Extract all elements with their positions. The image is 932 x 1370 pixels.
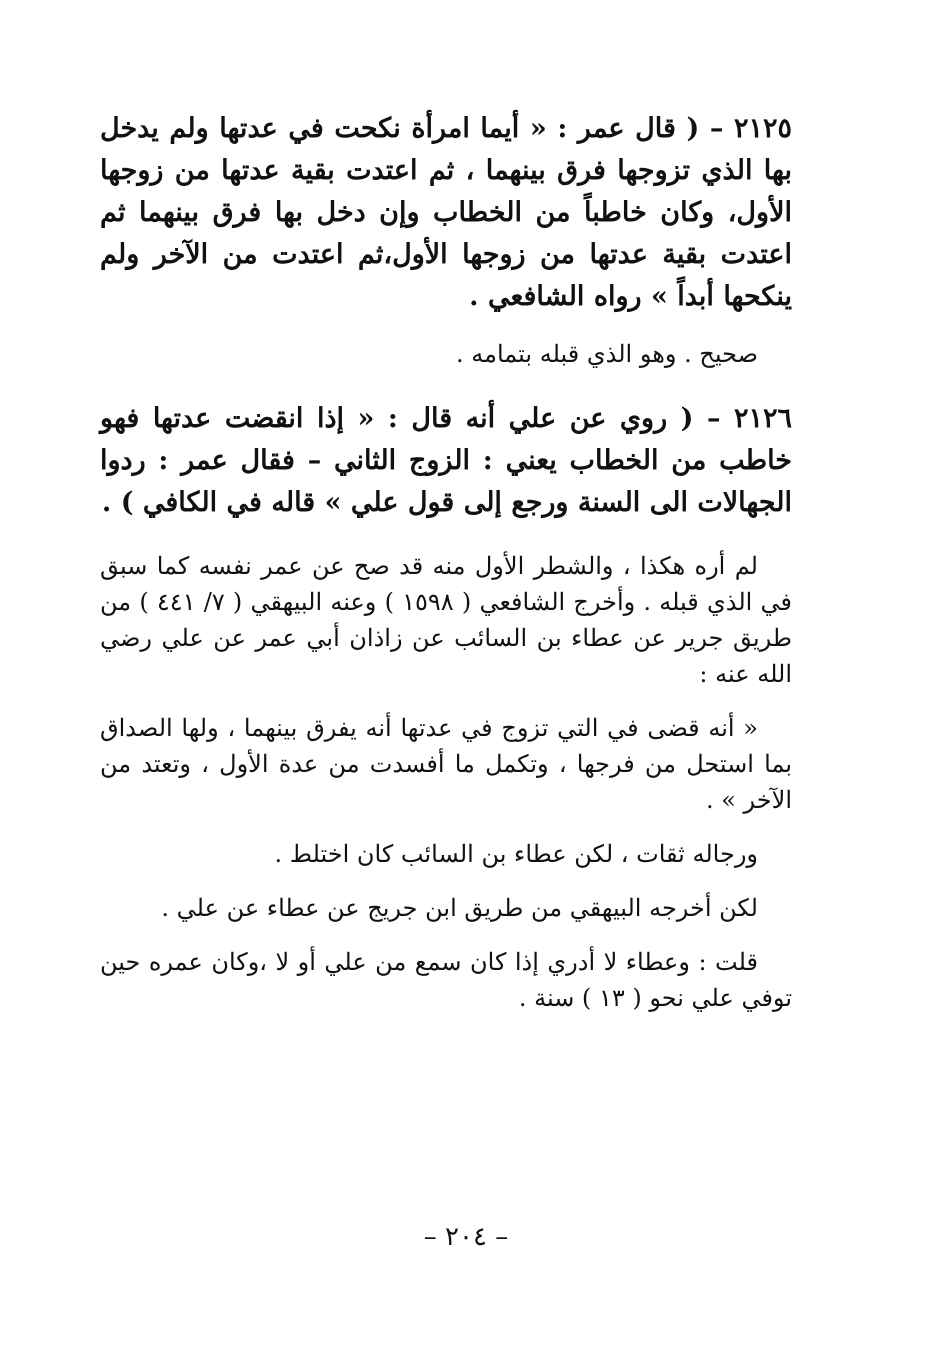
commentary-paragraph: ورجاله ثقات ، لكن عطاء بن السائب كان اختلط . xyxy=(274,840,758,868)
hadith-text xyxy=(100,398,792,524)
commentary-paragraph: لكن أخرجه البيهقي من طريق ابن جريج عن عطاء عن علي . xyxy=(161,894,758,922)
commentary xyxy=(100,548,792,1016)
hadith-number: ٢١٢٦ xyxy=(733,403,792,434)
commentary-quote: « أنه قضى في التي تزوج في عدتها أنه يفرق بينهما ، ولها الصداق بما استحل من فرجها ، وتكمل ما أفسدت من عدة الأول ، وتعتد من الآخر » . xyxy=(100,714,792,814)
hadith-text xyxy=(100,108,792,318)
commentary-paragraph: لم أره هكذا ، والشطر الأول منه قد صح عن عمر نفسه كما سبق في الذي قبله . وأخرج الشافعي ( ١٥٩٨ ) وعنه البيهقي ( ٧/ ٤٤١ ) من طريق جرير عن عطاء بن السائب عن زاذان أبي عمر عن علي رضي الله عنه : xyxy=(100,552,792,688)
page-number: – ٢٠٤ – xyxy=(423,1222,509,1252)
hadith-body: – ( روي عن علي أنه قال : « إذا انقضت عدتها فهو خاطب من الخطاب يعني : الزوج الثاني – فقال عمر : ردوا الجهالات الى السنة ورجع إلى قول علي » قاله في الكافي ) . xyxy=(100,403,792,518)
hadith-grade: صحيح . وهو الذي قبله بتمامه . xyxy=(455,340,758,368)
commentary-paragraph: قلت : وعطاء لا أدري إذا كان سمع من علي أو لا ،وكان عمره حين توفي علي نحو ( ١٣ ) سنة . xyxy=(100,948,792,1012)
hadith-number: ٢١٢٥ xyxy=(733,113,792,144)
hadith-entry-2125 xyxy=(100,108,792,374)
hadith-entry-2126 xyxy=(100,398,792,524)
hadith-body: – ( قال عمر : « أيما امرأة نكحت في عدتها ولم يدخل بها الذي تزوجها فرق بينهما ، ثم اعتدت بقية عدتها من زوجها الأول، وكان خاطباً من الخطاب وإن دخل بها فرق بينهما ثم اعتدت بقية عدتها من زوجها الأول،ثم اعتدت من الآخر ولم ينكحها أبداً » رواه الشافعي . xyxy=(100,113,792,312)
